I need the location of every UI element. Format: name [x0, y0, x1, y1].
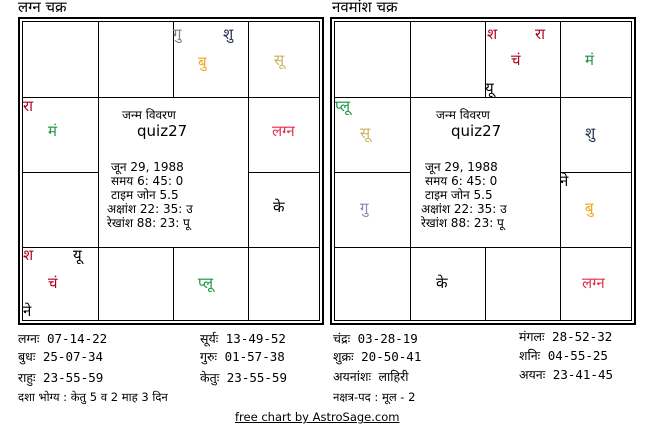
- navamsha-latitude: अक्षांश 22: 35: उ: [421, 202, 507, 216]
- lagna-birth-heading: जन्म विवरण: [122, 108, 176, 122]
- lagna-ascendant: लग्न: [272, 122, 295, 140]
- navamsha-planet-uranus: यू: [485, 79, 494, 97]
- position-surya: सूर्यः 13-49-52: [200, 331, 286, 346]
- lagna-planet-surya: सू: [274, 51, 285, 69]
- navamsha-planet-budh: बु: [585, 199, 594, 217]
- navamsha-chart-title: नवमांश चक्र: [332, 0, 398, 16]
- navamsha-chart-name: quiz27: [451, 122, 502, 140]
- lagna-planet-chandra: चं: [48, 274, 58, 292]
- nakshatra-pada: नक्षत्र-पद : मूल - 2: [333, 390, 416, 404]
- lagna-planet-guru: गु: [173, 25, 182, 43]
- navamsha-birth-time: समय 6: 45: 0: [425, 174, 498, 188]
- lagna-planet-budh: बु: [198, 53, 207, 71]
- position-ketu: केतुः 23-55-59: [200, 370, 287, 385]
- navamsha-planet-chandra: चं: [511, 51, 521, 69]
- lagna-birth-time: समय 6: 45: 0: [111, 174, 184, 188]
- position-rahu: राहुः 23-55-59: [18, 370, 104, 385]
- position-shani: शनिः 04-55-25: [519, 348, 608, 363]
- navamsha-birth-date: जून 29, 1988: [425, 160, 498, 174]
- navamsha-planet-pluto: प्लू: [335, 97, 351, 115]
- astrosage-link[interactable]: free chart by AstroSage.com: [235, 410, 400, 424]
- lagna-chart-name: quiz27: [137, 122, 188, 140]
- dasha-balance: दशा भोग्य : केतु 5 व 2 माह 3 दिन: [18, 390, 168, 404]
- navamsha-planet-ketu: के: [436, 274, 448, 292]
- navamsha-birth-heading: जन्म विवरण: [436, 108, 490, 122]
- navamsha-ascendant: लग्न: [582, 274, 605, 292]
- lagna-planet-shani: श: [23, 246, 34, 264]
- navamsha-chart: [330, 17, 636, 325]
- navamsha-planet-shani: श: [487, 25, 498, 43]
- navamsha-planet-rahu: रा: [535, 25, 546, 43]
- position-chandra: चंद्रः 03-28-19: [333, 331, 418, 346]
- navamsha-planet-surya: सू: [360, 124, 371, 142]
- lagna-planet-shukra: शु: [223, 25, 234, 43]
- lagna-chart: [18, 17, 324, 325]
- navamsha-planet-mangal: मं: [585, 51, 594, 69]
- lagna-planet-uranus: यू: [73, 246, 82, 264]
- lagna-chart-title: लग्न चक्र: [18, 0, 67, 16]
- navamsha-planet-guru: गु: [360, 199, 369, 217]
- lagna-planet-mangal: मं: [48, 122, 57, 140]
- lagna-planet-rahu: रा: [23, 97, 34, 115]
- position-ayan: अयनः 23-41-45: [519, 367, 613, 382]
- lagna-planet-ketu: के: [273, 198, 285, 216]
- navamsha-time-zone: टाइम जोन 5.5: [425, 188, 493, 202]
- lagna-time-zone: टाइम जोन 5.5: [111, 188, 179, 202]
- position-guru: गुरुः 01-57-38: [200, 349, 285, 364]
- navamsha-planet-shukra: शु: [585, 124, 596, 142]
- position-lagna: लग्नः 07-14-22: [18, 331, 108, 346]
- navamsha-longitude: रेखांश 88: 23: पू: [421, 216, 504, 230]
- lagna-birth-date: जून 29, 1988: [111, 160, 184, 174]
- lagna-latitude: अक्षांश 22: 35: उ: [107, 202, 193, 216]
- position-budh: बुधः 25-07-34: [18, 349, 104, 364]
- lagna-planet-neptune: ने: [23, 302, 32, 320]
- position-ayanamsha: अयनांशः लाहिरी: [333, 369, 409, 384]
- lagna-planet-pluto: प्लू: [198, 274, 214, 292]
- position-shukra: शुक्रः 20-50-41: [333, 349, 422, 364]
- navamsha-planet-neptune: ने: [560, 172, 569, 190]
- position-mangal: मंगलः 28-52-32: [519, 329, 613, 344]
- lagna-longitude: रेखांश 88: 23: पू: [107, 216, 190, 230]
